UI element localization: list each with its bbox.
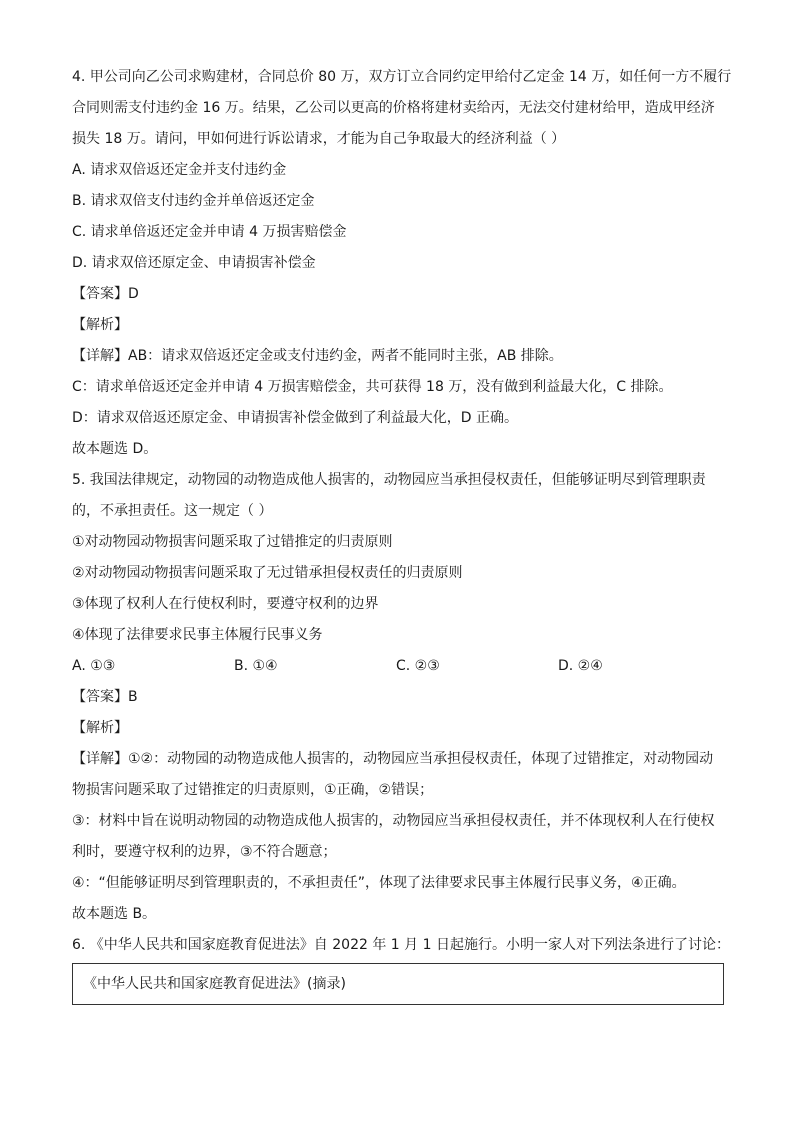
question-5 [72,465,724,930]
choice-d: D. ②④ [558,658,603,674]
question-stem-line: 合同则需支付违约金 16 万。结果，乙公司以更高的价格将建材卖给丙，无法交付建材给甲，造成甲经济 [72,100,715,116]
statement-2: ②对动物园动物损害问题采取了无过错承担侵权责任的归责原则 [72,565,463,581]
analysis-label: 【解析】 [72,720,128,736]
analysis-conclusion: 故本题选 B。 [72,906,157,922]
option-a: A. 请求双倍返还定金并支付违约金 [72,162,287,178]
question-stem-line: 损失 18 万。请问，甲如何进行诉讼请求，才能为自己争取最大的经济利益（ ） [72,131,566,147]
analysis-line: 利时，要遵守权利的边界，③不符合题意； [72,844,337,860]
question-6 [72,930,730,1005]
choice-row [72,651,724,682]
statement-3: ③体现了权利人在行使权利时，要遵守权利的边界 [72,596,379,612]
analysis-line: ④：“但能够证明尽到管理职责的，不承担责任”，体现了法律要求民事主体履行民事义务，④正确。 [72,875,686,891]
option-c: C. 请求单倍返还定金并申请 4 万损害赔偿金 [72,224,347,240]
statement-1: ①对动物园动物损害问题采取了过错推定的归责原则 [72,534,393,550]
choice-c: C. ②③ [396,658,440,674]
answer-label: 【答案】D [72,286,139,302]
analysis-conclusion: 故本题选 D。 [72,441,158,457]
choice-a: A. ①③ [72,658,116,674]
question-stem-line: 5. 我国法律规定，动物园的动物造成他人损害的，动物园应当承担侵权责任，但能够证明尽到管理职责 [72,472,706,488]
choice-b: B. ①④ [234,658,278,674]
law-excerpt-title: 《中华人民共和国家庭教育促进法》(摘录) [83,976,346,992]
question-stem-line: 4. 甲公司向乙公司求购建材，合同总价 80 万，双方订立合同约定甲给付乙定金 14 万，如任何一方不履行 [72,69,732,85]
analysis-line: ③：材料中旨在说明动物园的动物造成他人损害的，动物园应当承担侵权责任，并不体现权利人在行使权 [72,813,715,829]
document-page [72,62,732,1005]
analysis-line: 【详解】①②：动物园的动物造成他人损害的，动物园应当承担侵权责任，体现了过错推定，对动物园动 [72,751,714,767]
analysis-line: 物损害问题采取了过错推定的归责原则，①正确，②错误； [72,782,434,798]
analysis-line: D：请求双倍返还原定金、申请损害补偿金做到了利益最大化，D 正确。 [72,410,519,426]
analysis-line: 【详解】AB：请求双倍返还定金或支付违约金，两者不能同时主张，AB 排除。 [72,348,563,364]
analysis-line: C：请求单倍返还定金并申请 4 万损害赔偿金，共可获得 18 万，没有做到利益最大化，C 排除。 [72,379,673,395]
analysis-label: 【解析】 [72,317,128,333]
question-4 [72,62,732,465]
statement-4: ④体现了法律要求民事主体履行民事义务 [72,627,323,643]
option-d: D. 请求双倍还原定金、申请损害补偿金 [72,255,316,271]
answer-label: 【答案】B [72,689,138,705]
option-b: B. 请求双倍支付违约金并单倍返还定金 [72,193,315,209]
law-excerpt-box [72,963,724,1005]
question-stem-line: 的，不承担责任。这一规定（ ） [72,503,273,519]
question-stem-line: 6. 《中华人民共和国家庭教育促进法》自 2022 年 1 月 1 日起施行。小明一家人对下列法条进行了讨论： [72,937,730,953]
